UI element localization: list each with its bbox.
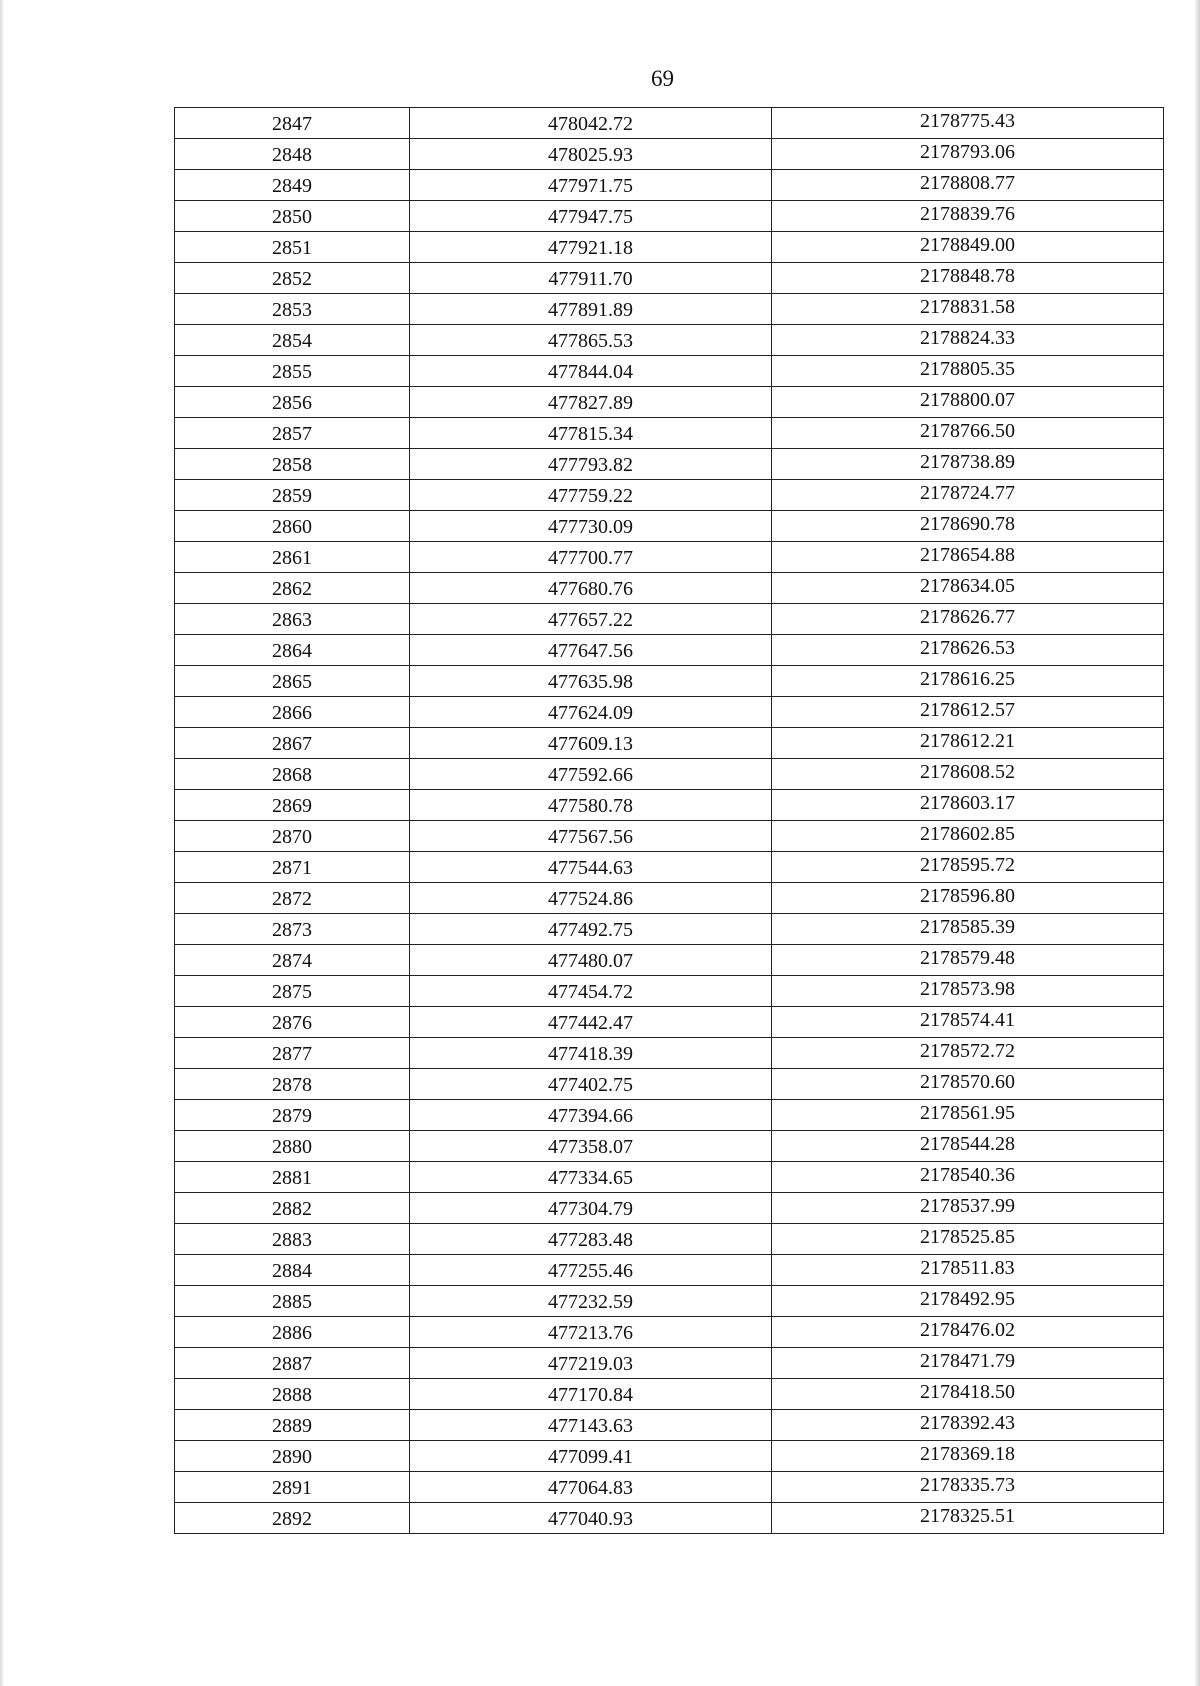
y-coordinate-cell: 2178612.21 [772, 728, 1164, 759]
y-coordinate-cell: 2178602.85 [772, 821, 1164, 852]
point-number-cell: 2888 [175, 1379, 410, 1410]
y-coordinate-cell: 2178335.73 [772, 1472, 1164, 1503]
table-row [175, 418, 1164, 449]
y-coordinate-cell: 2178596.80 [772, 883, 1164, 914]
table-row [175, 1348, 1164, 1379]
y-coordinate-cell: 2178540.36 [772, 1162, 1164, 1193]
point-number-cell: 2860 [175, 511, 410, 542]
point-number-cell: 2882 [175, 1193, 410, 1224]
table-row [175, 325, 1164, 356]
coordinate-table-body [175, 108, 1164, 1534]
table-row [175, 263, 1164, 294]
point-number-cell: 2871 [175, 852, 410, 883]
point-number-cell: 2869 [175, 790, 410, 821]
x-coordinate-cell: 477730.09 [410, 511, 772, 542]
table-row [175, 139, 1164, 170]
x-coordinate-cell: 478042.72 [410, 108, 772, 139]
point-number-cell: 2859 [175, 480, 410, 511]
point-number-cell: 2865 [175, 666, 410, 697]
y-coordinate-cell: 2178585.39 [772, 914, 1164, 945]
x-coordinate-cell: 477492.75 [410, 914, 772, 945]
y-coordinate-cell: 2178572.72 [772, 1038, 1164, 1069]
point-number-cell: 2872 [175, 883, 410, 914]
table-row [175, 480, 1164, 511]
y-coordinate-cell: 2178595.72 [772, 852, 1164, 883]
x-coordinate-cell: 477219.03 [410, 1348, 772, 1379]
point-number-cell: 2861 [175, 542, 410, 573]
y-coordinate-cell: 2178775.43 [772, 108, 1164, 139]
point-number-cell: 2851 [175, 232, 410, 263]
y-coordinate-cell: 2178603.17 [772, 790, 1164, 821]
x-coordinate-cell: 477567.56 [410, 821, 772, 852]
y-coordinate-cell: 2178738.89 [772, 449, 1164, 480]
point-number-cell: 2878 [175, 1069, 410, 1100]
point-number-cell: 2874 [175, 945, 410, 976]
x-coordinate-cell: 477759.22 [410, 480, 772, 511]
point-number-cell: 2855 [175, 356, 410, 387]
x-coordinate-cell: 477635.98 [410, 666, 772, 697]
table-row [175, 1131, 1164, 1162]
y-coordinate-cell: 2178544.28 [772, 1131, 1164, 1162]
y-coordinate-cell: 2178325.51 [772, 1503, 1164, 1534]
table-row [175, 914, 1164, 945]
table-row [175, 573, 1164, 604]
x-coordinate-cell: 477064.83 [410, 1472, 772, 1503]
point-number-cell: 2864 [175, 635, 410, 666]
y-coordinate-cell: 2178690.78 [772, 511, 1164, 542]
point-number-cell: 2850 [175, 201, 410, 232]
y-coordinate-cell: 2178800.07 [772, 387, 1164, 418]
table-row [175, 604, 1164, 635]
y-coordinate-cell: 2178724.77 [772, 480, 1164, 511]
x-coordinate-cell: 477700.77 [410, 542, 772, 573]
table-row [175, 356, 1164, 387]
x-coordinate-cell: 477334.65 [410, 1162, 772, 1193]
point-number-cell: 2886 [175, 1317, 410, 1348]
x-coordinate-cell: 477402.75 [410, 1069, 772, 1100]
table-row [175, 790, 1164, 821]
point-number-cell: 2876 [175, 1007, 410, 1038]
y-coordinate-cell: 2178492.95 [772, 1286, 1164, 1317]
table-row [175, 294, 1164, 325]
x-coordinate-cell: 477947.75 [410, 201, 772, 232]
point-number-cell: 2857 [175, 418, 410, 449]
y-coordinate-cell: 2178824.33 [772, 325, 1164, 356]
y-coordinate-cell: 2178608.52 [772, 759, 1164, 790]
y-coordinate-cell: 2178612.57 [772, 697, 1164, 728]
point-number-cell: 2884 [175, 1255, 410, 1286]
y-coordinate-cell: 2178579.48 [772, 945, 1164, 976]
table-row [175, 449, 1164, 480]
point-number-cell: 2852 [175, 263, 410, 294]
point-number-cell: 2877 [175, 1038, 410, 1069]
x-coordinate-cell: 477844.04 [410, 356, 772, 387]
x-coordinate-cell: 477442.47 [410, 1007, 772, 1038]
x-coordinate-cell: 477418.39 [410, 1038, 772, 1069]
point-number-cell: 2890 [175, 1441, 410, 1472]
x-coordinate-cell: 477609.13 [410, 728, 772, 759]
x-coordinate-cell: 477680.76 [410, 573, 772, 604]
y-coordinate-cell: 2178511.83 [772, 1255, 1164, 1286]
point-number-cell: 2881 [175, 1162, 410, 1193]
table-row [175, 697, 1164, 728]
point-number-cell: 2866 [175, 697, 410, 728]
point-number-cell: 2853 [175, 294, 410, 325]
point-number-cell: 2863 [175, 604, 410, 635]
y-coordinate-cell: 2178561.95 [772, 1100, 1164, 1131]
point-number-cell: 2883 [175, 1224, 410, 1255]
point-number-cell: 2867 [175, 728, 410, 759]
x-coordinate-cell: 477647.56 [410, 635, 772, 666]
table-row [175, 1007, 1164, 1038]
y-coordinate-cell: 2178476.02 [772, 1317, 1164, 1348]
table-row [175, 1038, 1164, 1069]
point-number-cell: 2879 [175, 1100, 410, 1131]
point-number-cell: 2868 [175, 759, 410, 790]
table-row [175, 1255, 1164, 1286]
y-coordinate-cell: 2178848.78 [772, 263, 1164, 294]
y-coordinate-cell: 2178369.18 [772, 1441, 1164, 1472]
x-coordinate-cell: 477971.75 [410, 170, 772, 201]
point-number-cell: 2885 [175, 1286, 410, 1317]
x-coordinate-cell: 477911.70 [410, 263, 772, 294]
y-coordinate-cell: 2178654.88 [772, 542, 1164, 573]
y-coordinate-cell: 2178392.43 [772, 1410, 1164, 1441]
y-coordinate-cell: 2178616.25 [772, 666, 1164, 697]
table-row [175, 976, 1164, 1007]
point-number-cell: 2847 [175, 108, 410, 139]
table-row [175, 1100, 1164, 1131]
table-row [175, 1379, 1164, 1410]
table-row [175, 1224, 1164, 1255]
y-coordinate-cell: 2178793.06 [772, 139, 1164, 170]
scan-edge-left [0, 0, 4, 1686]
table-row [175, 1472, 1164, 1503]
table-row [175, 728, 1164, 759]
coordinate-table [174, 107, 1164, 1534]
x-coordinate-cell: 477480.07 [410, 945, 772, 976]
x-coordinate-cell: 477827.89 [410, 387, 772, 418]
y-coordinate-cell: 2178831.58 [772, 294, 1164, 325]
x-coordinate-cell: 477358.07 [410, 1131, 772, 1162]
table-row [175, 1162, 1164, 1193]
x-coordinate-cell: 477592.66 [410, 759, 772, 790]
table-row [175, 635, 1164, 666]
y-coordinate-cell: 2178626.53 [772, 635, 1164, 666]
point-number-cell: 2854 [175, 325, 410, 356]
table-row [175, 945, 1164, 976]
table-row [175, 201, 1164, 232]
x-coordinate-cell: 477099.41 [410, 1441, 772, 1472]
y-coordinate-cell: 2178805.35 [772, 356, 1164, 387]
x-coordinate-cell: 477793.82 [410, 449, 772, 480]
table-row [175, 852, 1164, 883]
table-row [175, 542, 1164, 573]
point-number-cell: 2891 [175, 1472, 410, 1503]
y-coordinate-cell: 2178766.50 [772, 418, 1164, 449]
table-row [175, 387, 1164, 418]
x-coordinate-cell: 477657.22 [410, 604, 772, 635]
y-coordinate-cell: 2178574.41 [772, 1007, 1164, 1038]
y-coordinate-cell: 2178849.00 [772, 232, 1164, 263]
point-number-cell: 2875 [175, 976, 410, 1007]
x-coordinate-cell: 477815.34 [410, 418, 772, 449]
point-number-cell: 2862 [175, 573, 410, 604]
table-row [175, 883, 1164, 914]
x-coordinate-cell: 477170.84 [410, 1379, 772, 1410]
x-coordinate-cell: 477304.79 [410, 1193, 772, 1224]
x-coordinate-cell: 477283.48 [410, 1224, 772, 1255]
y-coordinate-cell: 2178471.79 [772, 1348, 1164, 1379]
table-row [175, 1286, 1164, 1317]
table-row [175, 1069, 1164, 1100]
point-number-cell: 2892 [175, 1503, 410, 1534]
table-row [175, 759, 1164, 790]
x-coordinate-cell: 477232.59 [410, 1286, 772, 1317]
x-coordinate-cell: 477544.63 [410, 852, 772, 883]
x-coordinate-cell: 477891.89 [410, 294, 772, 325]
x-coordinate-cell: 478025.93 [410, 139, 772, 170]
table-row [175, 1317, 1164, 1348]
y-coordinate-cell: 2178634.05 [772, 573, 1164, 604]
table-row [175, 821, 1164, 852]
point-number-cell: 2889 [175, 1410, 410, 1441]
point-number-cell: 2858 [175, 449, 410, 480]
x-coordinate-cell: 477255.46 [410, 1255, 772, 1286]
x-coordinate-cell: 477143.63 [410, 1410, 772, 1441]
x-coordinate-cell: 477213.76 [410, 1317, 772, 1348]
table-row [175, 1503, 1164, 1534]
y-coordinate-cell: 2178570.60 [772, 1069, 1164, 1100]
x-coordinate-cell: 477040.93 [410, 1503, 772, 1534]
y-coordinate-cell: 2178626.77 [772, 604, 1164, 635]
x-coordinate-cell: 477454.72 [410, 976, 772, 1007]
y-coordinate-cell: 2178808.77 [772, 170, 1164, 201]
point-number-cell: 2848 [175, 139, 410, 170]
point-number-cell: 2870 [175, 821, 410, 852]
table-row [175, 666, 1164, 697]
x-coordinate-cell: 477921.18 [410, 232, 772, 263]
table-row [175, 1410, 1164, 1441]
table-row [175, 108, 1164, 139]
table-row [175, 170, 1164, 201]
y-coordinate-cell: 2178573.98 [772, 976, 1164, 1007]
scan-edge-right [1194, 0, 1200, 1686]
x-coordinate-cell: 477524.86 [410, 883, 772, 914]
point-number-cell: 2887 [175, 1348, 410, 1379]
y-coordinate-cell: 2178525.85 [772, 1224, 1164, 1255]
y-coordinate-cell: 2178839.76 [772, 201, 1164, 232]
y-coordinate-cell: 2178418.50 [772, 1379, 1164, 1410]
table-row [175, 1193, 1164, 1224]
x-coordinate-cell: 477624.09 [410, 697, 772, 728]
point-number-cell: 2880 [175, 1131, 410, 1162]
x-coordinate-cell: 477865.53 [410, 325, 772, 356]
table-row [175, 232, 1164, 263]
point-number-cell: 2856 [175, 387, 410, 418]
table-row [175, 1441, 1164, 1472]
point-number-cell: 2849 [175, 170, 410, 201]
x-coordinate-cell: 477394.66 [410, 1100, 772, 1131]
table-row [175, 511, 1164, 542]
y-coordinate-cell: 2178537.99 [772, 1193, 1164, 1224]
x-coordinate-cell: 477580.78 [410, 790, 772, 821]
page-number: 69 [651, 66, 674, 91]
point-number-cell: 2873 [175, 914, 410, 945]
